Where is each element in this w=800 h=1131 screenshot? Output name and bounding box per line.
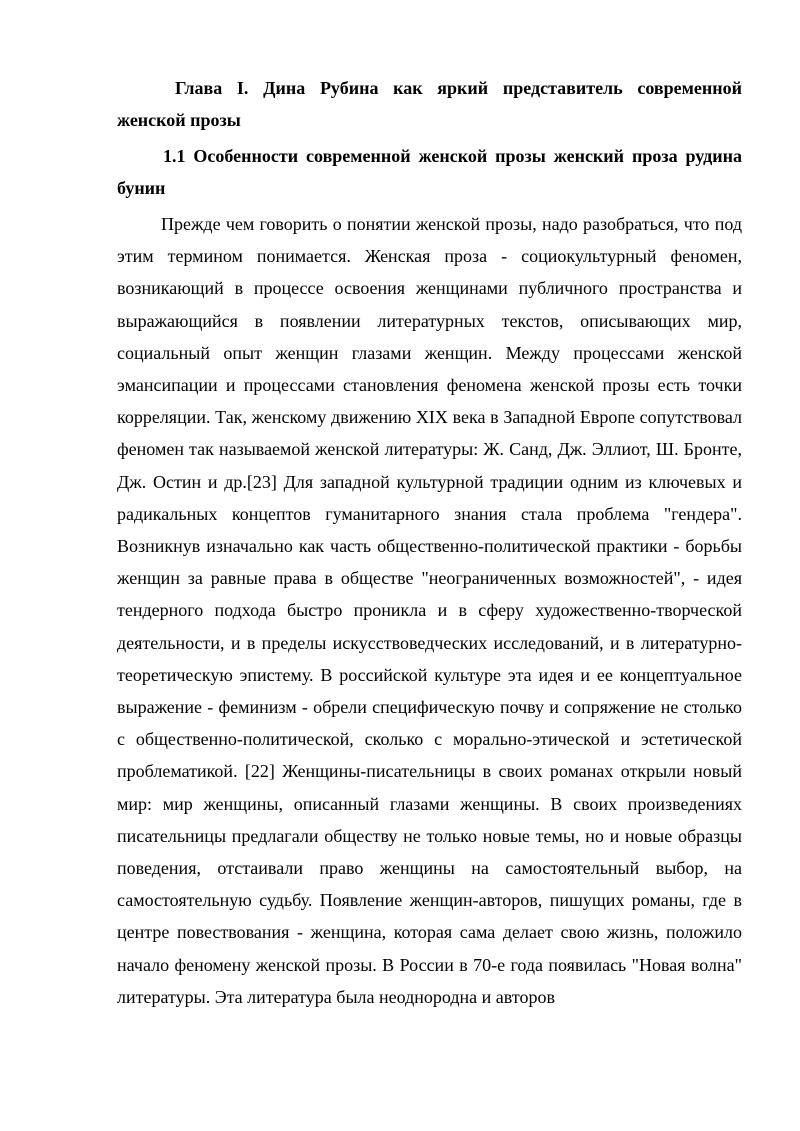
page-content: [117, 72, 742, 1013]
chapter-title: Глава I. Дина Рубина как яркий представитель современной женской прозы: [117, 78, 742, 130]
body-paragraph: Прежде чем говорить о понятии женской прозы, надо разобраться, что под этим термином понимается. Женская проза - социокультурный феномен, возникающий в процессе освоения женщинами публичного пространства и выражающийся в появлении литературных текстов, описывающих мир, социальный опыт женщин глазами женщин. Между процессами женской эмансипации и процессами становления феномена женской прозы есть точки корреляции. Так, женскому движению XIX века в Западной Европе сопутствовал феномен так называемой женской литературы: Ж. Санд, Дж. Эллиот, Ш. Бронте, Дж. Остин и др.[23] Для западной культурной традиции одним из ключевых и радикальных концептов гуманитарного знания стала проблема "гендера". Возникнув изначально как часть общественно-политической практики - борьбы женщин за равные права в обществе "неограниченных возможностей", - идея тендерного подхода быстро проникла и в сферу художественно-творческой деятельности, и в пределы искусствоведческих исследований, и в литературно-теоретическую эпистему. В российской культуре эта идея и ее концептуальное выражение - феминизм - обрели специфическую почву и сопряжение не столько с общественно-политической, сколько с морально-этической и эстетической проблематикой. [22] Женщины-писательницы в своих романах открыли новый мир: мир женщины, описанный глазами женщины. В своих произведениях писательницы предлагали обществу не только новые темы, но и новые образцы поведения, отстаивали право женщины на самостоятельный выбор, на самостоятельную судьбу. Появление женщин-авторов, пишущих романы, где в центре повествования - женщина, которая сама делает свою жизнь, положило начало феномену женской прозы. В России в 70-е года появилась "Новая волна" литературы. Эта литература была неоднородна и авторов: [117, 214, 742, 1007]
section-title: 1.1 Особенности современной женской прозы женский проза рудина бунин: [117, 146, 742, 198]
